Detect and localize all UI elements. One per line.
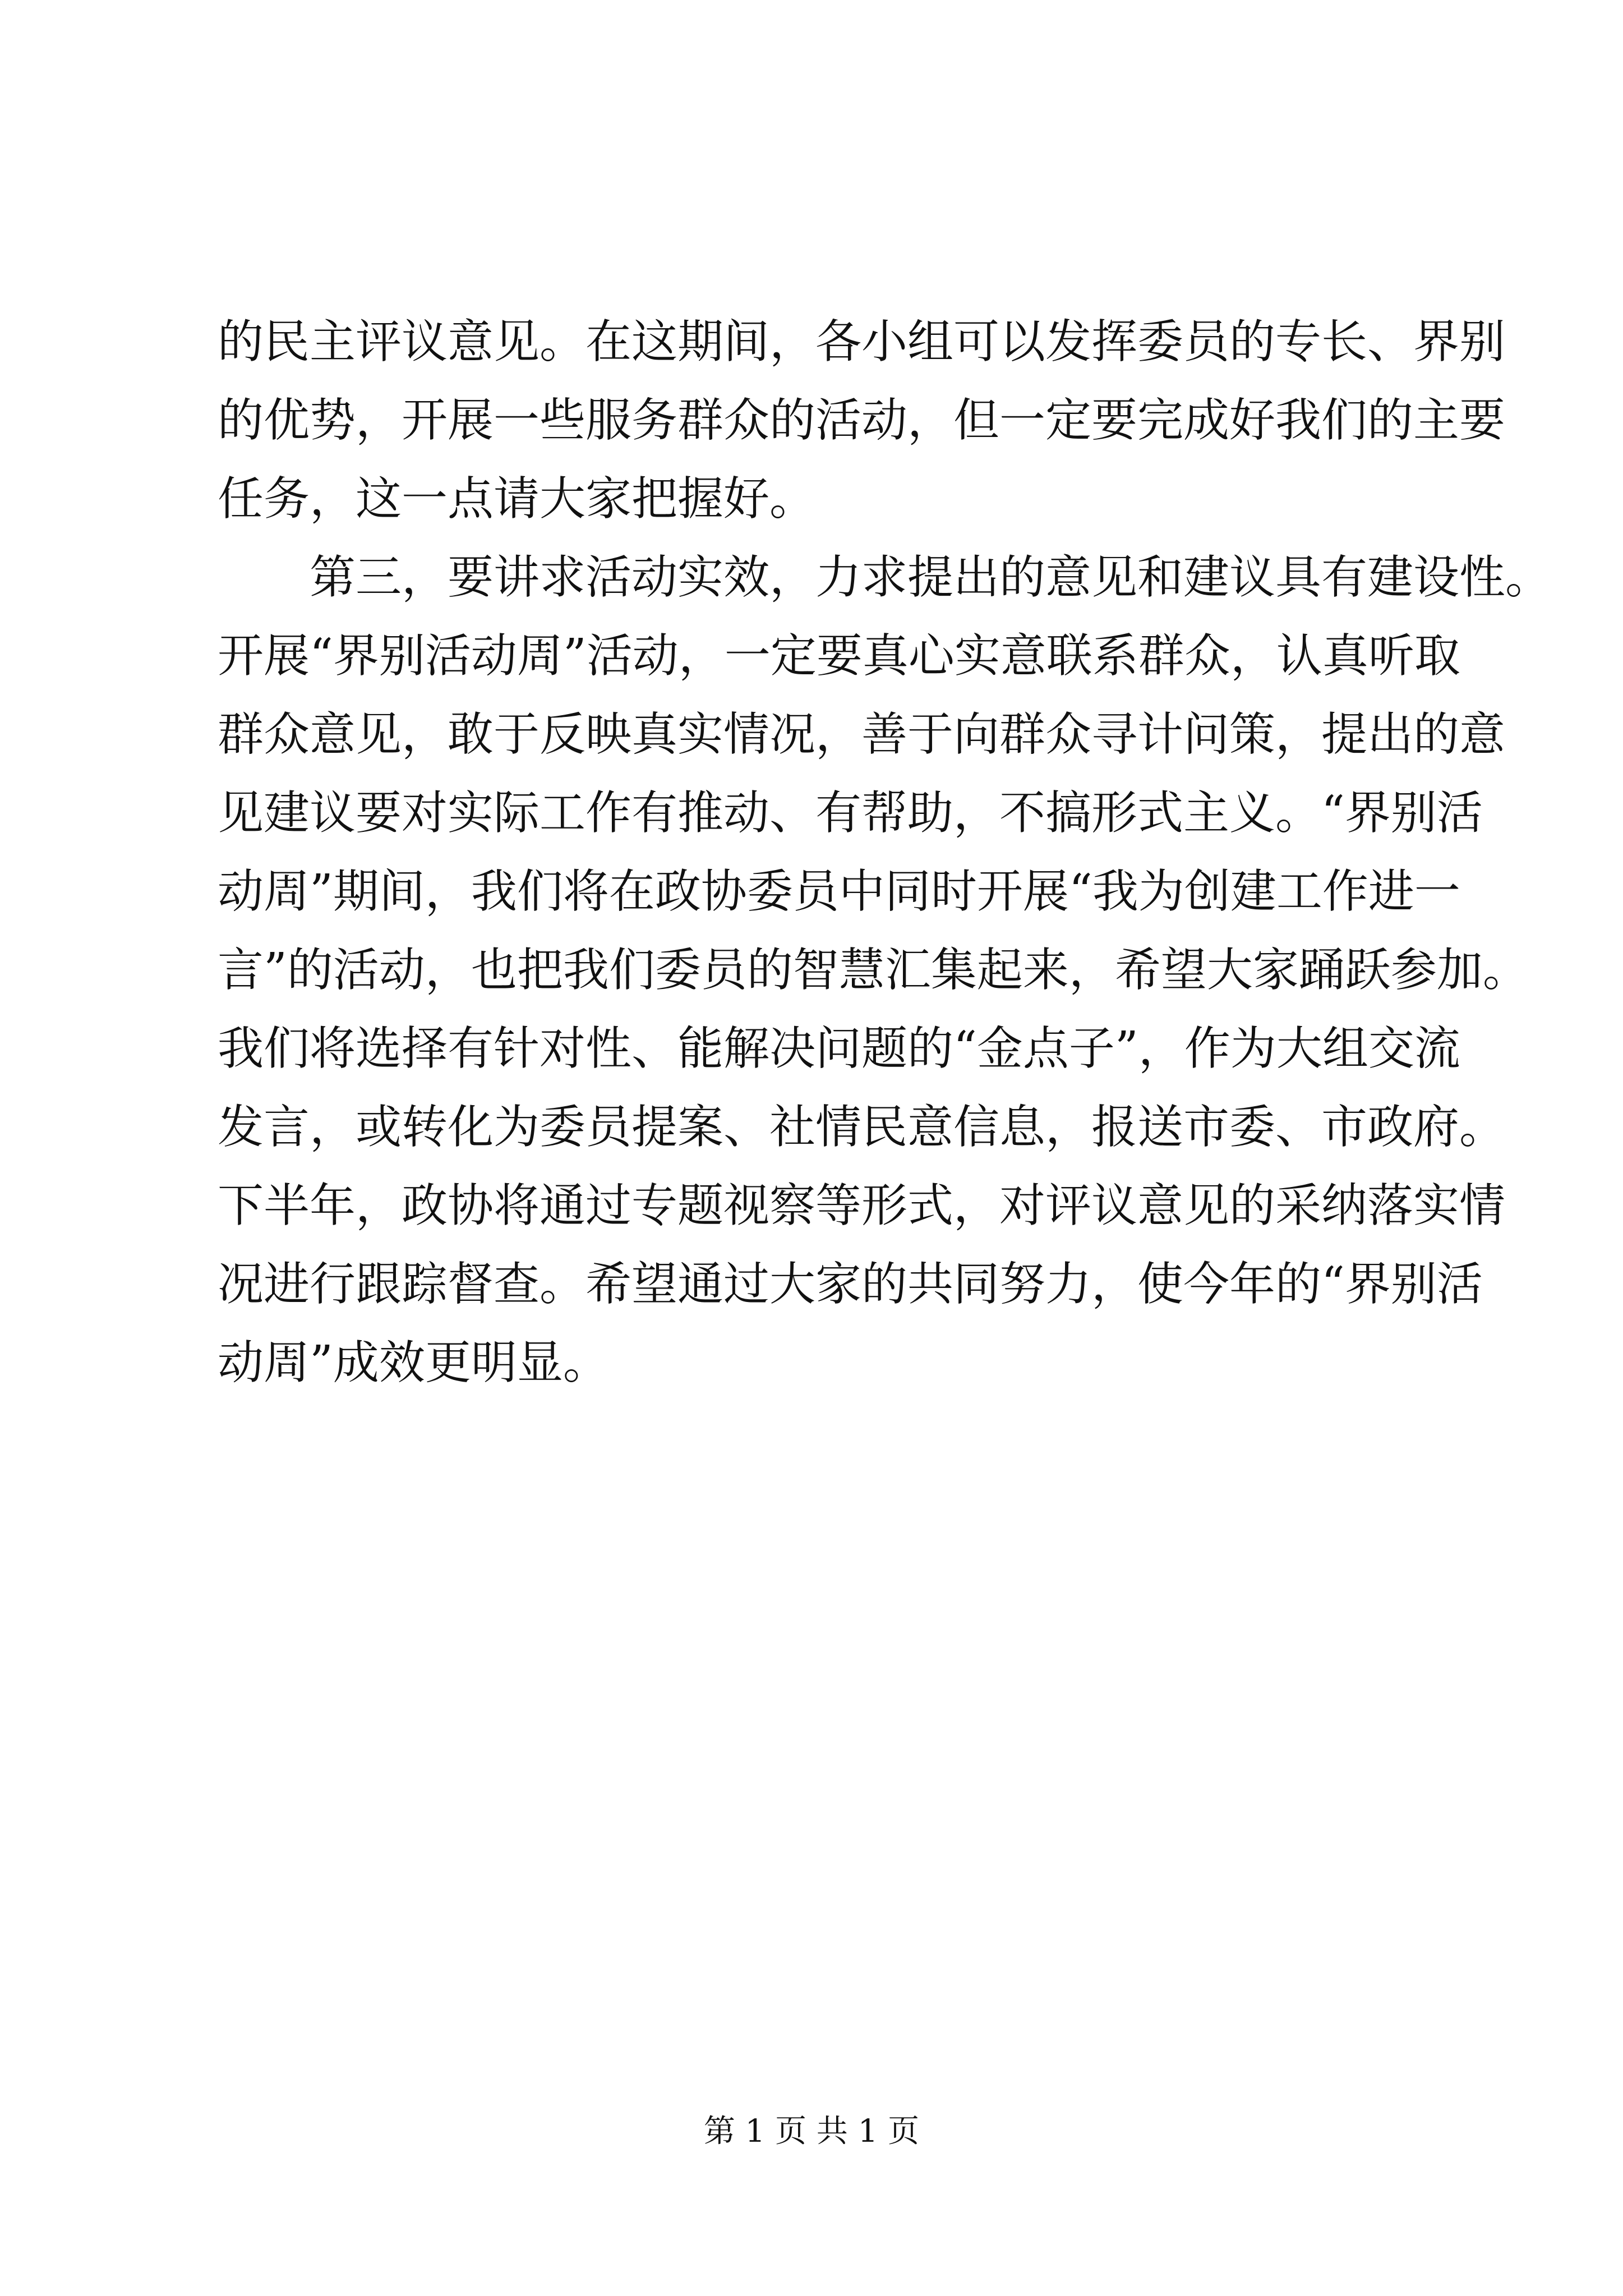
text-line: 的民主评议意见。在这期间，各小组可以发挥委员的专长、界别 <box>218 315 1506 369</box>
text-line: 开展“界别活动周”活动，一定要真心实意联系群众，认真听取 <box>218 629 1460 683</box>
text-line: 言”的活动，也把我们委员的智慧汇集起来，希望大家踊跃参加。 <box>218 944 1529 997</box>
text-line: 动周”期间，我们将在政协委员中同时开展“我为创建工作进一 <box>218 865 1460 918</box>
text-line: 我们将选择有针对性、能解决问题的“金点子”，作为大组交流 <box>218 1022 1460 1075</box>
text-line: 任务，这一点请大家把握好。 <box>218 472 816 526</box>
text-line: 见建议要对实际工作有推动、有帮助，不搞形式主义。“界别活 <box>218 786 1483 840</box>
page-footer: 第 1 页 共 1 页 <box>703 2113 920 2150</box>
text-line: 况进行跟踪督查。希望通过大家的共同努力，使今年的“界别活 <box>218 1258 1483 1311</box>
text-line: 发言，或转化为委员提案、社情民意信息，报送市委、市政府。 <box>218 1101 1506 1154</box>
text-line: 的优势，开展一些服务群众的活动，但一定要完成好我们的主要 <box>218 394 1506 447</box>
text-line: 群众意见，敢于反映真实情况，善于向群众寻计问策，提出的意 <box>218 708 1506 761</box>
body-text <box>218 303 1552 1402</box>
text-line: 第三，要讲求活动实效，力求提出的意见和建议具有建设性。 <box>218 551 1552 604</box>
text-line: 下半年，政协将通过专题视察等形式，对评议意见的采纳落实情 <box>218 1179 1506 1232</box>
text-line: 动周”成效更明显。 <box>218 1336 609 1389</box>
